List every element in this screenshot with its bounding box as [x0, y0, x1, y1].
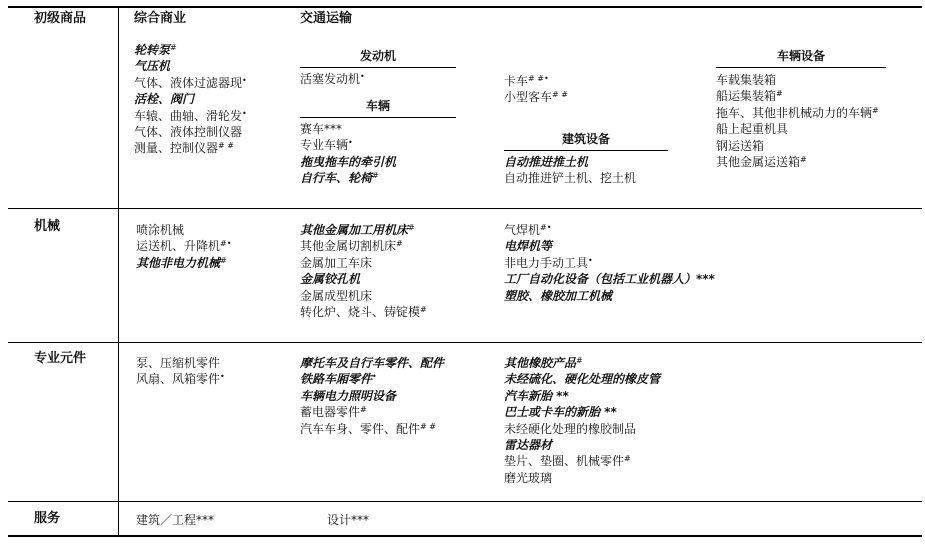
item-text: 卡车	[504, 74, 529, 88]
list-item	[716, 154, 881, 170]
list-item	[300, 121, 396, 137]
list-item	[134, 108, 247, 124]
components-col1	[136, 355, 225, 388]
item-text: 其他金属切割机床	[300, 239, 397, 254]
item-text: 船运集装箱	[716, 89, 777, 104]
list-item	[504, 89, 568, 105]
list-item	[504, 222, 715, 238]
list-item	[134, 140, 247, 156]
header-general-business: 综合商业	[134, 11, 187, 26]
list-item	[300, 304, 427, 320]
item-text: 小型客车	[504, 90, 553, 105]
list-item	[504, 421, 660, 437]
subheader-construction: 建筑设备	[561, 132, 610, 146]
item-marker: #	[220, 255, 227, 265]
item-marker: •	[588, 255, 593, 265]
subheader-vehicle: 车辆	[365, 99, 390, 113]
item-marker: # #	[218, 141, 234, 151]
list-item	[300, 137, 396, 153]
components-col2	[300, 355, 444, 437]
header-transport: 交通运输	[300, 11, 353, 26]
item-text: 钢运送箱	[716, 138, 765, 153]
trucks-list	[504, 73, 568, 106]
item-text: 金属成型机床	[300, 288, 373, 303]
list-item	[300, 371, 444, 387]
list-item	[300, 154, 396, 170]
construction-underline	[504, 150, 668, 151]
item-text: 转化炉、烧斗、铸锭模	[300, 305, 421, 320]
item-text: 金属铰孔机	[300, 272, 361, 287]
item-marker: # #•	[528, 74, 549, 83]
subheader-vehicle-equipment: 车辆设备	[776, 49, 825, 63]
engine-underline	[300, 67, 456, 68]
item-text: 摩托车及自行车零件、配件	[300, 356, 445, 370]
list-item	[716, 138, 881, 154]
list-item	[504, 453, 660, 469]
row-divider-machinery	[8, 208, 922, 209]
list-item	[134, 58, 247, 74]
item-text: 工厂自动化设备（包括工业机器人）***	[504, 272, 715, 287]
item-text: 蓄电器零件	[300, 405, 361, 420]
item-marker: #	[800, 155, 807, 165]
item-text: 垫片、垫圈、机械零件	[504, 454, 625, 469]
item-text: 金属加工车床	[300, 255, 373, 270]
list-item	[504, 371, 660, 387]
list-item	[300, 71, 365, 87]
list-item	[504, 238, 715, 254]
item-text: 车辕、曲轴、滑轮发	[134, 108, 243, 123]
item-marker: #	[776, 89, 783, 99]
list-item	[504, 288, 715, 304]
item-text: 喷涂机械	[136, 223, 185, 237]
list-item	[134, 75, 247, 91]
item-text: 船上起重机具	[716, 122, 789, 137]
row-label-components: 专业元件	[34, 351, 87, 366]
list-item	[504, 388, 660, 404]
item-text: 活塞发动机	[300, 72, 361, 86]
list-item	[300, 388, 444, 404]
service-design: 设计***	[327, 513, 370, 527]
list-item	[504, 271, 715, 287]
item-marker: #	[360, 405, 367, 415]
item-text: 自动推进铲土机、挖土机	[504, 171, 637, 186]
row-divider-components	[8, 342, 922, 343]
table-bottom-rule	[8, 535, 922, 537]
components-col3	[504, 355, 660, 486]
item-text: 测量、控制仪器	[134, 141, 219, 156]
list-item	[504, 255, 715, 271]
item-text: 汽车车身、零件、配件	[300, 421, 421, 436]
list-item	[136, 355, 225, 371]
label-column-divider	[118, 6, 119, 536]
item-text: 活栓、阀门	[134, 92, 195, 107]
item-marker: •	[348, 138, 353, 148]
item-text: 气压机	[134, 59, 171, 74]
item-text: 泵、压缩机零件	[136, 356, 221, 370]
item-marker: #	[170, 43, 177, 52]
item-marker: •	[360, 72, 365, 81]
item-marker: #	[372, 171, 379, 181]
item-marker: #•	[540, 223, 552, 232]
item-text: 其他非电力机械	[136, 255, 221, 270]
item-text: 专业车辆	[300, 138, 349, 153]
item-text: 气体、液体过滤器现	[134, 75, 243, 90]
item-text: 轮转泵	[134, 43, 171, 57]
list-item	[300, 238, 427, 254]
list-item	[716, 121, 881, 137]
item-marker: #•	[220, 239, 232, 249]
list-item	[504, 73, 568, 89]
list-item	[300, 170, 396, 186]
list-item	[300, 404, 444, 420]
item-marker: #	[420, 305, 427, 315]
item-text: 赛车***	[300, 122, 343, 136]
list-item	[134, 124, 247, 140]
item-text: 未经硬化处理的橡胶制品	[504, 421, 637, 436]
list-item	[136, 255, 231, 271]
list-item	[716, 88, 881, 104]
item-marker: •	[242, 108, 247, 118]
item-text: 风扇、风箱零件	[136, 372, 221, 387]
item-text: 气体、液体控制仪器	[134, 125, 243, 140]
list-item	[300, 288, 427, 304]
vehicle-list	[300, 121, 396, 187]
item-text: 雷达器材	[504, 438, 553, 453]
item-marker: #	[396, 239, 403, 249]
list-item	[136, 238, 231, 254]
list-item	[716, 105, 881, 121]
list-item	[504, 154, 636, 170]
subheader-engine: 发动机	[359, 49, 396, 63]
construction-list	[504, 154, 636, 187]
item-text: 气焊机	[504, 223, 541, 237]
item-text: 车辆电力照明设备	[300, 388, 397, 403]
list-item	[134, 42, 247, 58]
item-marker: # #	[552, 90, 568, 100]
list-item	[136, 371, 225, 387]
item-text: 其他金属加工用机床	[300, 223, 409, 237]
list-item	[300, 355, 444, 371]
vehicle-underline	[300, 117, 456, 118]
item-marker: •	[220, 372, 225, 382]
list-item	[504, 470, 660, 486]
item-text: 自行车、轮椅	[300, 171, 373, 186]
list-item	[716, 72, 881, 88]
item-text: 电焊机等	[504, 239, 553, 254]
item-text: 汽车新胎 **	[504, 388, 569, 403]
item-text: 拖车、其他非机械动力的车辆	[716, 105, 873, 120]
item-marker: #	[624, 454, 631, 464]
item-marker: # #	[420, 421, 436, 431]
item-text: 其他金属运送箱	[716, 155, 801, 170]
item-text: 铁路车厢零件	[300, 372, 373, 387]
machinery-col1	[136, 222, 231, 271]
item-marker: •	[372, 372, 377, 382]
row-label-machinery: 机械	[34, 219, 61, 234]
header-category: 初级商品	[34, 11, 87, 26]
item-marker: •	[242, 75, 247, 85]
row-divider-services	[8, 501, 922, 502]
machinery-col3	[504, 222, 715, 304]
item-text: 其他橡胶产品	[504, 356, 577, 370]
primary-general-list	[134, 42, 247, 157]
item-text: 塑胶、橡胶加工机械	[504, 288, 613, 303]
list-item	[504, 404, 660, 420]
item-text: 巴士或卡车的新胎 **	[504, 405, 617, 420]
table-top-rule	[8, 6, 922, 8]
item-text: 车载集装箱	[716, 73, 777, 87]
list-item	[504, 170, 636, 186]
item-text: 拖曳拖车的牵引机	[300, 154, 397, 169]
list-item	[300, 255, 427, 271]
list-item	[300, 271, 427, 287]
vehicle-equipment-list	[716, 72, 881, 170]
list-item	[134, 91, 247, 107]
item-text: 运送机、升降机	[136, 239, 221, 254]
row-label-services: 服务	[34, 511, 61, 526]
list-item	[136, 222, 231, 238]
item-text: 自动推进推土机	[504, 155, 589, 169]
list-item	[504, 355, 660, 371]
item-marker: #	[576, 356, 583, 365]
item-text: 非电力手动工具	[504, 255, 589, 270]
list-item	[504, 437, 660, 453]
list-item	[300, 222, 427, 238]
engine-list	[300, 71, 365, 87]
item-text: 磨光玻璃	[504, 470, 553, 485]
service-construction-engineering: 建筑／工程***	[136, 513, 215, 527]
list-item	[300, 421, 444, 437]
item-marker: #	[408, 223, 415, 232]
item-marker: #	[872, 105, 879, 115]
machinery-col2	[300, 222, 427, 320]
vehicle-equipment-underline	[716, 67, 886, 68]
item-text: 未经硫化、硬化处理的橡皮管	[504, 372, 661, 387]
